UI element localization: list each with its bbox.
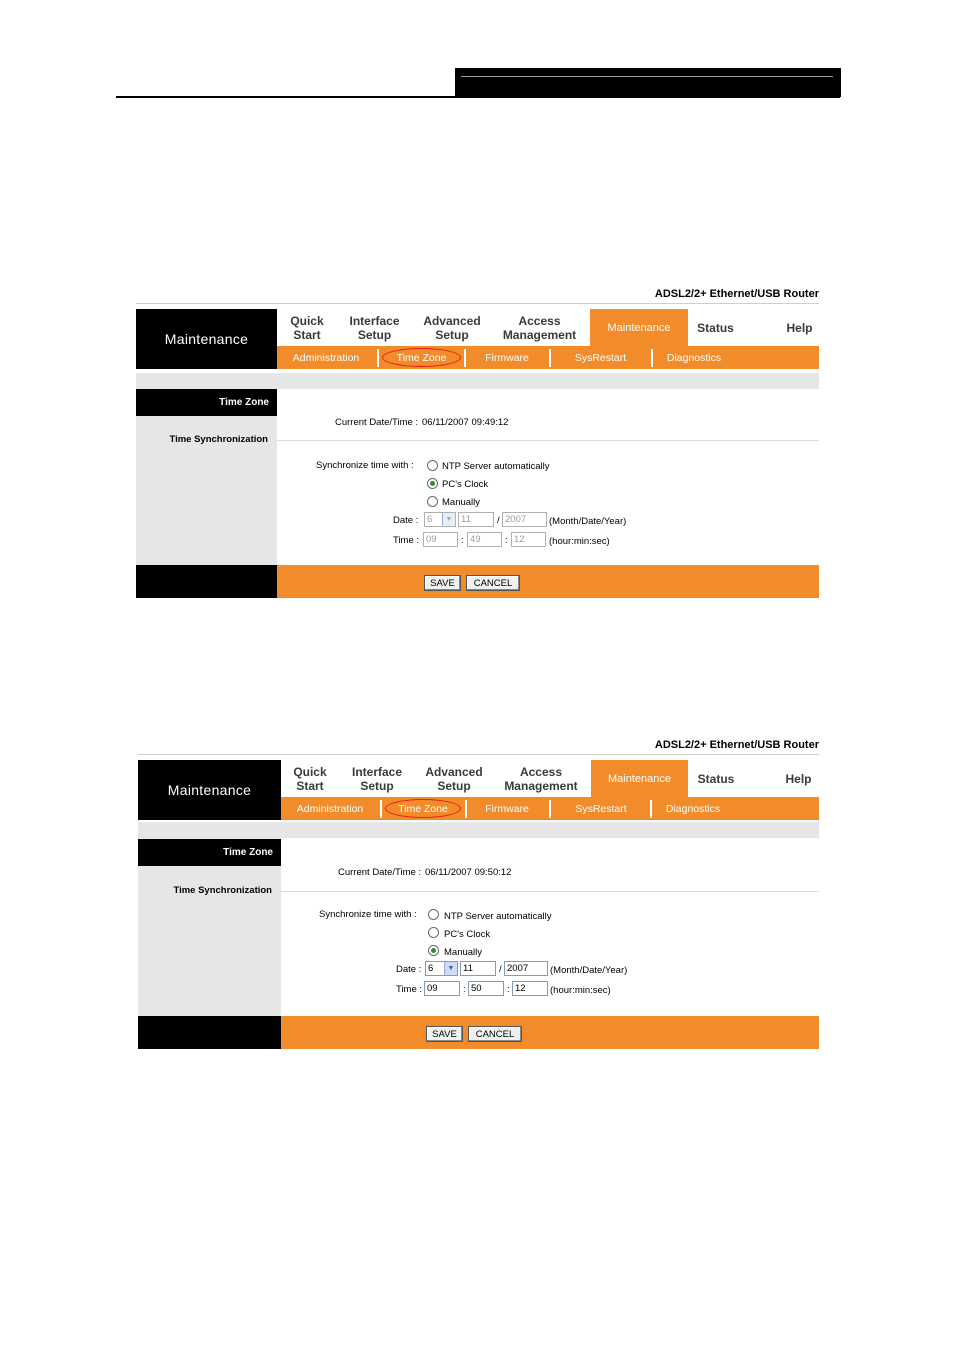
- highlight-ring: [385, 799, 461, 818]
- date-format-hint: (Month/Date/Year): [549, 516, 627, 527]
- subnav-firmware[interactable]: Firmware: [485, 802, 529, 815]
- time-synchronization-label: Time Synchronization: [169, 434, 268, 445]
- nav-status[interactable]: Status: [697, 771, 735, 786]
- save-button[interactable]: SAVE: [424, 575, 461, 591]
- top-rule: [136, 303, 819, 304]
- subnav-time-zone[interactable]: Time Zone: [383, 797, 463, 820]
- sub-nav: [281, 797, 819, 820]
- radio-manually[interactable]: [428, 945, 439, 956]
- subnav-time-zone[interactable]: Time Zone: [380, 346, 463, 369]
- subnav-sysrestart[interactable]: SysRestart: [574, 351, 627, 364]
- radio-pc-clock[interactable]: [428, 927, 439, 938]
- time-second-input[interactable]: 12: [511, 532, 546, 547]
- radio-ntp-server[interactable]: [428, 909, 439, 920]
- radio-pc-clock[interactable]: [427, 478, 438, 489]
- option-manually-label: Manually: [444, 947, 483, 958]
- button-bar: [277, 565, 819, 598]
- router-panel-1: [136, 288, 819, 598]
- highlight-ring: [382, 348, 461, 367]
- time-hour-input[interactable]: 09: [423, 532, 458, 547]
- time-format-hint: (hour:min:sec): [549, 536, 610, 547]
- nav-access-management[interactable]: Access Management: [502, 313, 577, 342]
- nav-advanced-setup[interactable]: Advanced Setup: [425, 764, 483, 793]
- time-separator: :: [507, 984, 510, 995]
- sub-nav: [277, 346, 819, 369]
- nav-interface-setup[interactable]: Interface Setup: [351, 764, 403, 793]
- option-pc-clock-label: PC's Clock: [444, 929, 491, 940]
- main-nav: [277, 309, 819, 346]
- time-minute-input[interactable]: 50: [468, 981, 504, 996]
- bottom-left-block: [138, 1016, 281, 1049]
- date-separator: /: [499, 964, 502, 975]
- section-title-time-zone: Time Zone: [138, 839, 281, 866]
- cancel-button[interactable]: CANCEL: [468, 1026, 522, 1042]
- subnav-separator: [650, 800, 652, 818]
- date-label: Date :: [393, 515, 419, 526]
- subnav-diagnostics[interactable]: Diagnostics: [665, 802, 721, 815]
- subnav-separator: [464, 349, 466, 367]
- save-button[interactable]: SAVE: [426, 1026, 463, 1042]
- time-second-input[interactable]: 12: [512, 981, 548, 996]
- date-month-select[interactable]: 6 ▼: [424, 512, 456, 527]
- subnav-separator: [549, 349, 551, 367]
- product-name: ADSL2/2+ Ethernet/USB Router: [654, 739, 819, 751]
- date-separator: /: [497, 515, 500, 526]
- row-divider: [281, 891, 819, 892]
- date-year-input[interactable]: 2007: [502, 512, 547, 527]
- date-month-select[interactable]: 6 ▼: [425, 961, 458, 976]
- nav-interface-setup[interactable]: Interface Setup: [349, 313, 400, 342]
- option-pc-clock-label: PC's Clock: [442, 479, 489, 490]
- time-separator: :: [461, 535, 464, 546]
- option-manually-label: Manually: [442, 497, 481, 508]
- time-synchronization-label: Time Synchronization: [173, 885, 272, 896]
- gray-strip: [136, 373, 819, 389]
- nav-access-management[interactable]: Access Management: [504, 764, 578, 793]
- button-bar: [281, 1016, 819, 1049]
- subnav-separator: [651, 349, 653, 367]
- date-year-input[interactable]: 2007: [504, 961, 548, 976]
- chevron-down-icon: ▼: [444, 962, 457, 975]
- subnav-administration[interactable]: Administration: [296, 802, 364, 815]
- option-ntp-label: NTP Server automatically: [444, 911, 552, 922]
- subnav-firmware[interactable]: Firmware: [485, 351, 529, 364]
- document-header-rule: [116, 96, 840, 98]
- nav-help[interactable]: Help: [785, 771, 812, 786]
- chevron-down-icon: ▼: [442, 513, 455, 526]
- cancel-button[interactable]: CANCEL: [466, 575, 520, 591]
- header-inner-line: [461, 76, 833, 77]
- current-datetime-value: 06/11/2007 09:49:12: [422, 417, 509, 428]
- subnav-separator: [465, 800, 467, 818]
- sync-with-label: Synchronize time with :: [319, 909, 417, 920]
- subnav-diagnostics[interactable]: Diagnostics: [666, 351, 722, 364]
- time-minute-input[interactable]: 49: [467, 532, 502, 547]
- date-label: Date :: [396, 964, 422, 975]
- radio-ntp-server[interactable]: [427, 460, 438, 471]
- bottom-left-block: [136, 565, 277, 598]
- document-header-bar: [455, 68, 841, 97]
- router-panel-2: [138, 739, 819, 1049]
- nav-advanced-setup[interactable]: Advanced Setup: [423, 313, 481, 342]
- time-hour-input[interactable]: 09: [424, 981, 460, 996]
- section-title-time-zone: Time Zone: [136, 389, 277, 416]
- date-day-input[interactable]: 11: [460, 961, 496, 976]
- nav-status[interactable]: Status: [697, 320, 734, 335]
- current-datetime-label: Current Date/Time :: [338, 867, 422, 878]
- subnav-separator: [380, 800, 382, 818]
- time-label: Time :: [396, 984, 423, 995]
- nav-maintenance[interactable]: Maintenance: [591, 760, 688, 797]
- top-rule: [138, 754, 819, 755]
- nav-maintenance[interactable]: Maintenance: [590, 309, 688, 346]
- time-separator: :: [505, 535, 508, 546]
- brand-maintenance: Maintenance: [136, 309, 277, 369]
- row-divider: [277, 440, 819, 441]
- brand-maintenance: Maintenance: [138, 760, 281, 820]
- subnav-administration[interactable]: Administration: [292, 351, 360, 364]
- current-datetime-value: 06/11/2007 09:50:12: [425, 867, 512, 878]
- subnav-separator: [377, 349, 379, 367]
- gray-strip: [138, 822, 819, 838]
- product-name: ADSL2/2+ Ethernet/USB Router: [654, 288, 819, 300]
- option-ntp-label: NTP Server automatically: [442, 461, 550, 472]
- subnav-separator: [549, 800, 551, 818]
- nav-quick-start[interactable]: Quick Start: [290, 313, 324, 342]
- main-nav: [281, 760, 819, 797]
- subnav-sysrestart[interactable]: SysRestart: [575, 802, 627, 815]
- time-label: Time :: [393, 535, 420, 546]
- date-day-input[interactable]: 11: [458, 512, 494, 527]
- nav-quick-start[interactable]: Quick Start: [293, 764, 327, 793]
- current-datetime-label: Current Date/Time :: [335, 417, 419, 428]
- radio-manually[interactable]: [427, 496, 438, 507]
- nav-help[interactable]: Help: [786, 320, 813, 335]
- time-separator: :: [463, 984, 466, 995]
- time-format-hint: (hour:min:sec): [550, 985, 611, 996]
- sync-with-label: Synchronize time with :: [316, 460, 414, 471]
- date-format-hint: (Month/Date/Year): [550, 965, 628, 976]
